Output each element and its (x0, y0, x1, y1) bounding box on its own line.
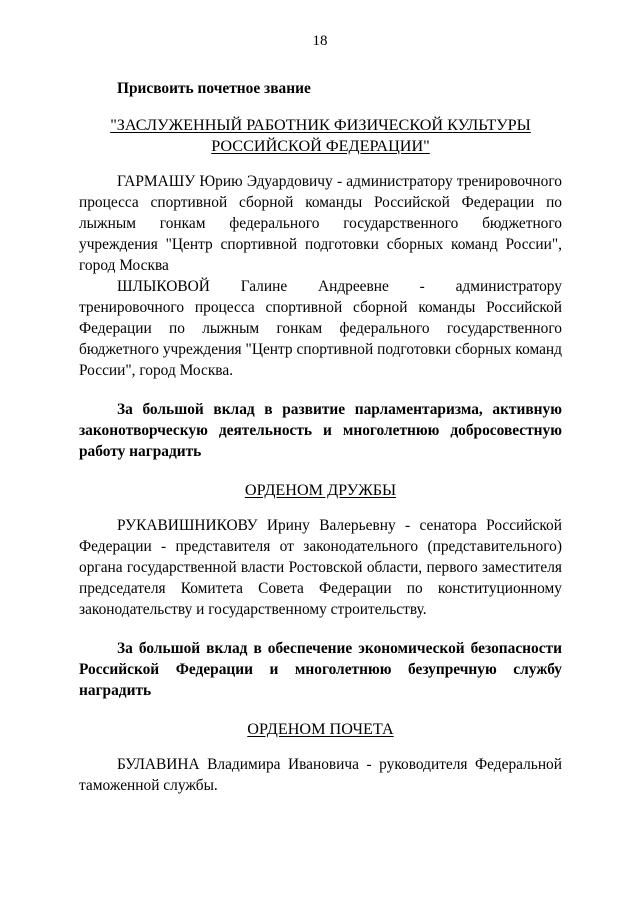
section-heading: За большой вклад в обеспечение экономической безопасности Российской Федерации и многолетнюю безупречную службу наградить (79, 640, 562, 699)
recipient-paragraph: ШЛЫКОВОЙ Галине Андреевне - администратору тренировочного процесса спортивной сборной команды Российской Федерации по лыжным гонкам федерального государственного бюджетного учреждения "Центр спортивной подготовки сборных команд России", город Москва. (79, 278, 562, 379)
intro-heading: Присвоить почетное звание (117, 80, 311, 97)
award-title: ОРДЕНОМ ДРУЖБЫ (244, 481, 397, 499)
recipient-paragraph: РУКАВИШНИКОВУ Ирину Валерьевну - сенатора Российской Федерации - представителя от законодательного (представительного) органа государственной власти Ростовской области, первого заместителя председателя Комитета Совета Федерации по конституционному законодательству и государственному строительству. (79, 517, 562, 618)
honorary-title-line-2: РОССИЙСКОЙ ФЕДЕРАЦИИ" (211, 137, 430, 155)
page-number: 18 (312, 33, 328, 49)
document-body (79, 78, 562, 796)
honorary-title (79, 115, 562, 157)
recipient-paragraph: БУЛАВИНА Владимира Ивановича - руководителя Федеральной таможенной службы. (79, 756, 562, 794)
honorary-title-line-1: "ЗАСЛУЖЕННЫЙ РАБОТНИК ФИЗИЧЕСКОЙ КУЛЬТУРЫ (110, 116, 531, 134)
section-heading: За большой вклад в развитие парламентаризма, активную законотворческую деятельность и многолетнюю добросовестную работу наградить (79, 401, 562, 460)
recipient-paragraph: ГАРМАШУ Юрию Эдуардовичу - администратору тренировочного процесса спортивной сборной команды Российской Федерации по лыжным гонкам федерального государственного бюджетного учреждения "Центр спортивной подготовки сборных команд России", город Москва (79, 173, 562, 274)
award-title: ОРДЕНОМ ПОЧЕТА (247, 720, 394, 738)
